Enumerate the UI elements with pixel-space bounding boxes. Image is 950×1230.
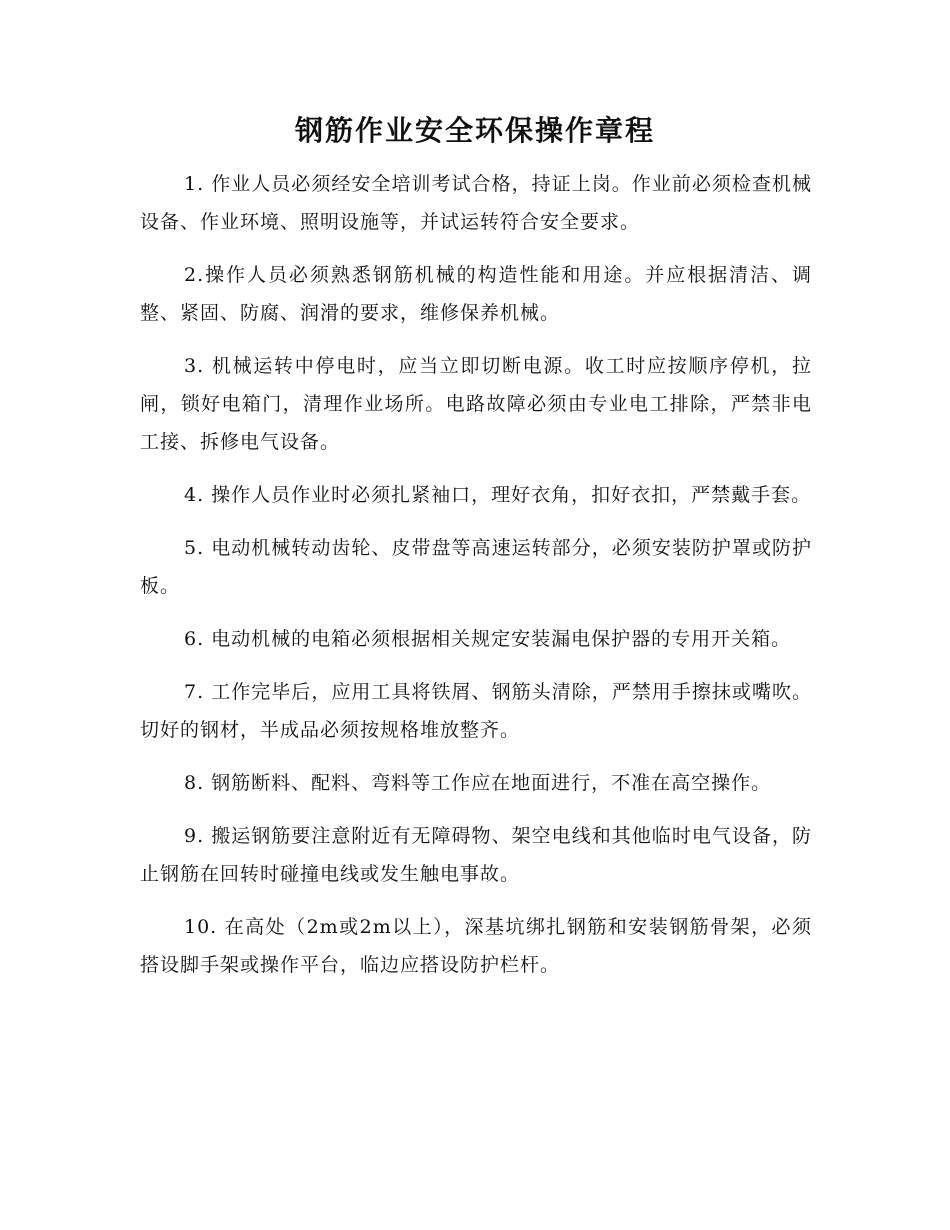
paragraph-7: 7. 工作完毕后，应用工具将铁屑、钢筋头清除，严禁用手擦抹或嘴吹。切好的钢材，半成品必须按规格堆放整齐。 <box>140 681 812 741</box>
paragraph-8: 8. 钢筋断料、配料、弯料等工作应在地面进行，不准在高空操作。 <box>184 772 772 794</box>
document-title: 钢筋作业安全环保操作章程 <box>294 114 655 147</box>
paragraph-4: 4. 操作人员作业时必须扎紧袖口，理好衣角，扣好衣扣，严禁戴手套。 <box>184 484 812 506</box>
document-body <box>140 165 812 999</box>
paragraph-6: 6. 电动机械的电箱必须根据相关规定安装漏电保护器的专用开关箱。 <box>184 628 792 650</box>
paragraph-3: 3. 机械运转中停电时，应当立即切断电源。收工时应按顺序停机，拉闸，锁好电箱门，清理作业场所。电路故障必须由专业电工排除，严禁非电工接、拆修电气设备。 <box>140 355 812 453</box>
paragraph-2: 2.操作人员必须熟悉钢筋机械的构造性能和用途。并应根据清洁、调整、紧固、防腐、润滑的要求，维修保养机械。 <box>140 264 812 324</box>
paragraph-10: 10. 在高处（2m或2m以上），深基坑绑扎钢筋和安装钢筋骨架，必须搭设脚手架或操作平台，临边应搭设防护栏杆。 <box>140 916 812 976</box>
paragraph-1: 1. 作业人员必须经安全培训考试合格，持证上岗。作业前必须检查机械设备、作业环境、照明设施等，并试运转符合安全要求。 <box>140 173 812 233</box>
paragraph-9: 9. 搬运钢筋要注意附近有无障碍物、架空电线和其他临时电气设备，防止钢筋在回转时碰撞电线或发生触电事故。 <box>140 825 812 885</box>
paragraph-5: 5. 电动机械转动齿轮、皮带盘等高速运转部分，必须安装防护罩或防护板。 <box>140 537 812 597</box>
